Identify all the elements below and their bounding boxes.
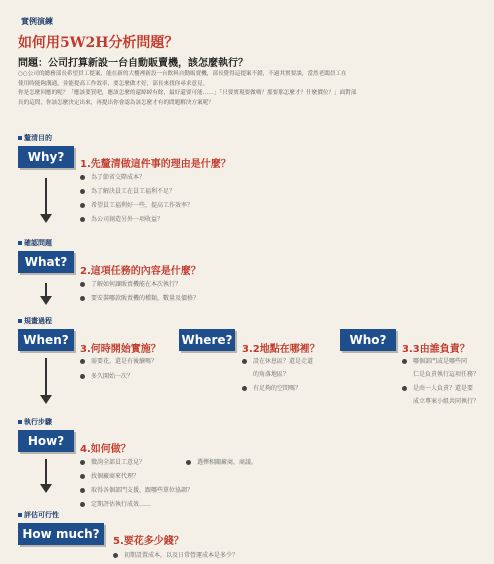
section-label-what: 確認問題 (18, 238, 52, 248)
list-item: 希望員工福利好一些，提高工作效率？ (80, 200, 193, 209)
list-item: 哪個部門或是哪些同 (402, 356, 467, 365)
list-item: 取得各個部門支援，跟哪些單位協調？ (80, 485, 193, 494)
how-box: How? (18, 430, 74, 452)
square-bullet-icon (18, 136, 22, 140)
how-much-heading: 5.要花多少錢？ (113, 536, 184, 547)
square-bullet-icon (18, 513, 22, 517)
square-bullet-icon (18, 241, 22, 245)
intro-line: ○○公司的總務部長希望員工提案，能在新的大樓裡新設一台飲料自動販賣機，部長覺得這提案不錯，不過其實要談，當然老闆員工在 (18, 71, 347, 77)
section-label-cost: 評估可行性 (18, 510, 59, 520)
page-title: 如何用5W2H分析問題？ (18, 35, 179, 51)
square-bullet-icon (18, 420, 22, 424)
section-label-how: 執行步驟 (18, 417, 52, 427)
list-item-continued: 的角落地區？ (253, 371, 290, 378)
down-arrow-head-icon (40, 214, 52, 223)
page-subtitle: 問題：公司打算新設一台自動販賣機，該怎麼執行？ (18, 58, 248, 69)
what-heading: 2.這項任務的內容是什麼？ (80, 266, 201, 277)
down-arrow-icon (45, 358, 47, 396)
how-heading: 4.如何做？ (80, 444, 131, 455)
list-item: 多久開始一次？ (80, 371, 133, 380)
where-heading: 3.2地點在哪裡？ (242, 344, 320, 355)
bullet-icon (80, 217, 85, 222)
bullet-icon (80, 374, 85, 379)
down-arrow-head-icon (40, 395, 52, 404)
down-arrow-icon (45, 459, 47, 485)
bullet-icon (402, 386, 407, 391)
list-item: 了解如何讓販賣機能在本次執行？ (80, 279, 181, 288)
list-item-continued: 成立專案小組共同執行？ (413, 398, 480, 405)
down-arrow-head-icon (40, 296, 52, 305)
who-heading: 3.3由誰負責？ (402, 344, 470, 355)
list-item: 需要花，還是有後續嗎？ (80, 356, 157, 365)
what-box: What? (18, 251, 74, 273)
bullet-icon (80, 359, 85, 364)
bullet-icon (242, 359, 247, 364)
who-box: Who? (340, 329, 396, 351)
down-arrow-head-icon (40, 484, 52, 493)
bullet-icon (80, 282, 85, 287)
list-item-continued: 仁是負責執行這項任務？ (413, 371, 480, 378)
list-item: 找個廠商來代理？ (80, 471, 139, 480)
bullet-icon (80, 460, 85, 465)
bullet-icon (80, 296, 85, 301)
bullet-icon (80, 189, 85, 194)
list-item: 為公司創造另外一項收益？ (80, 214, 163, 223)
bullet-icon (186, 460, 191, 465)
list-item: 定期評估執行成效…… (80, 499, 151, 508)
bullet-icon (80, 488, 85, 493)
list-item: 設在休息區？還是走道 (242, 356, 313, 365)
bullet-icon (80, 502, 85, 507)
bullet-icon (80, 175, 85, 180)
bullet-icon (80, 203, 85, 208)
bullet-icon (402, 359, 407, 364)
list-item: 要安裝哪款販賣機的種類，數量及價格？ (80, 293, 199, 302)
list-item: 是由一人負責？還是要 (402, 383, 473, 392)
when-heading: 3.何時開始實施？ (80, 344, 161, 355)
list-item: 為了解決員工在員工福利不足？ (80, 186, 175, 195)
list-item: 選擇相關廠商，商議。 (186, 457, 257, 466)
intro-line: 長的這問，你該怎麼決定出來，再提出你會認為該怎麼才有的問題解決方案呢？ (18, 99, 214, 106)
intro-line: 使用時能夠溝通，並能提高工作效率，要怎麼做才好，部長來找你尋求意見。 (18, 80, 209, 87)
when-box: When? (18, 329, 74, 351)
why-heading: 1.先釐清做這件事的理由是什麼？ (80, 159, 231, 170)
intro-line: 你是怎麼回應的呢？「應該要買吧，應該怎麼的還綽綽有餘，最好還要可能……」「只要實現要做嗎？那要那怎麼才？什麼價位？」面對部 (18, 90, 357, 97)
how-much-box: How much? (18, 523, 104, 545)
list-item: 為了節省交際成本？ (80, 172, 145, 181)
section-label-why: 釐清目的 (18, 133, 52, 143)
bullet-icon (80, 474, 85, 479)
down-arrow-icon (45, 283, 47, 297)
list-item: 有足夠的空間嗎？ (242, 383, 301, 392)
bullet-icon (113, 553, 118, 558)
bullet-icon (242, 386, 247, 391)
square-bullet-icon (18, 319, 22, 323)
list-item: 徵詢全部員工意見？ (80, 457, 145, 466)
why-box: Why? (18, 146, 74, 168)
down-arrow-icon (45, 178, 47, 216)
where-box: Where? (179, 329, 235, 351)
list-item: 初期設置成本，以及日常營運成本是多少？ (113, 550, 238, 559)
section-label-plan: 規畫過程 (18, 316, 52, 326)
intro-paragraph (18, 70, 488, 108)
section-tag: 實例演練 (21, 17, 53, 26)
